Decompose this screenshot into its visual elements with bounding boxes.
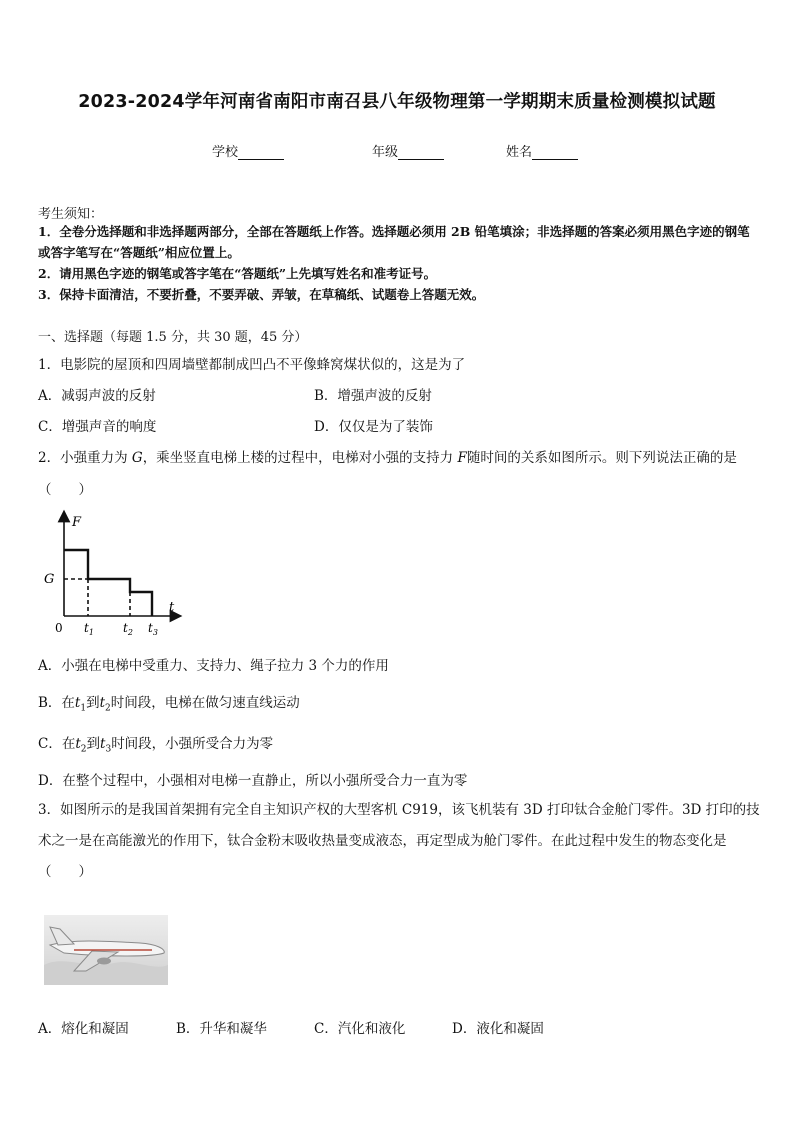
q2-answer-paren: （ ） (38, 482, 92, 498)
q3-option-b: B．升华和凝华 (176, 1021, 267, 1037)
x-axis-label: t (169, 600, 175, 615)
q1-stem: 1．电影院的屋顶和四周墙壁都制成凹凸不平像蜂窝煤状似的，这是为了 (38, 357, 466, 373)
instruction-item-2: 2．请用黑色字迹的钢笔或答字笔在“答题纸”上先填写姓名和准考证号。 (38, 266, 437, 281)
q2-option-b: B．在$t_1$到$t_2$时间段，电梯在做匀速直线运动 (38, 695, 300, 714)
q3-option-a: A．熔化和凝固 (38, 1021, 129, 1037)
q3-stem: 3．如图所示的是我国首架拥有完全自主知识产权的大型客机 C919，该飞机装有 3D 打印钛合金舱门零件。3D 打印的技术之一是在高能激光的作用下，钛合金粉末吸收热量变成液态，再定型成为舱门零件。在此过程中发生的物态变化是（ ） (38, 802, 760, 880)
q1-option-b: B．增强声波的反射 (314, 388, 432, 404)
instructions-heading: 考生须知： (38, 207, 104, 222)
g-label: G (44, 572, 55, 587)
q3-option-d: D．液化和凝固 (452, 1021, 544, 1037)
page-title: 2023-2024学年河南省南阳市南召县八年级物理第一学期期末质量检测模拟试题 (78, 92, 716, 112)
q2-option-a: A．小强在电梯中受重力、支持力、绳子拉力 3 个力的作用 (38, 658, 389, 674)
school-blank (238, 146, 284, 160)
name-blank (532, 146, 578, 160)
school-field: 学校 (212, 141, 284, 160)
force-curve (64, 550, 152, 616)
section-heading: 一、选择题（每题 1.5 分，共 30 题，45 分） (38, 330, 308, 345)
q1-option-d: D．仅仅是为了装饰 (314, 419, 433, 435)
name-field: 姓名 (506, 141, 578, 160)
grade-field: 年级 (372, 141, 444, 160)
q1-option-a: A．减弱声波的反射 (38, 388, 156, 404)
q2-option-c: C．在$t_2$到$t_3$时间段，小强所受合力为零 (38, 736, 274, 755)
t3-label: $t_3$ (148, 621, 158, 637)
y-axis-label: F (72, 515, 82, 530)
q3-option-c: C．汽化和液化 (314, 1021, 406, 1037)
t1-label: $t_1$ (84, 621, 94, 637)
t2-label: $t_2$ (123, 621, 133, 637)
q1-option-c: C．增强声音的响度 (38, 419, 157, 435)
q2-option-d: D．在整个过程中，小强相对电梯一直静止，所以小强所受合力一直为零 (38, 773, 468, 789)
q2-stem: 2．小强重力为 G，乘坐竖直电梯上楼的过程中，电梯对小强的支持力 F随时间的关系如图所示。则下列说法正确的是 (38, 450, 737, 466)
instruction-item-1: 1．全卷分选择题和非选择题两部分，全部在答题纸上作答。选择题必须用 2B 铅笔填涂；非选择题的答案必须用黑色字迹的钢笔或答字笔写在“答题纸”相应位置上。 (38, 224, 750, 260)
instruction-item-3: 3．保持卡面清洁，不要折叠，不要弄破、弄皱，在草稿纸、试题卷上答题无效。 (38, 287, 485, 302)
grade-blank (398, 146, 444, 160)
force-time-graph (38, 508, 188, 638)
origin-label: 0 (55, 621, 63, 635)
c919-airplane-image (44, 905, 168, 995)
